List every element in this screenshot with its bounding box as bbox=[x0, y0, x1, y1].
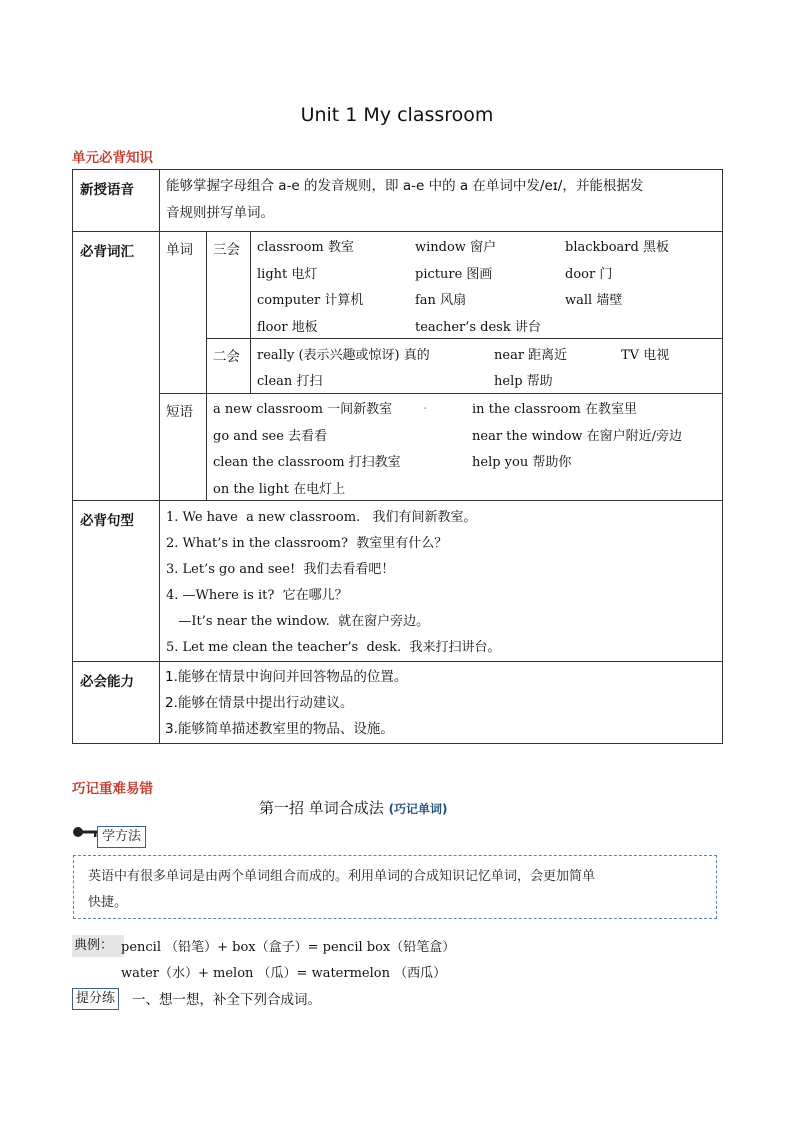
sentences-label: 必背句型 bbox=[73, 501, 160, 662]
example-line-2: water（水）+ melon （瓜）= watermelon （西瓜） bbox=[121, 966, 447, 981]
trick-heading-note: (巧记单词) bbox=[388, 802, 448, 816]
phrase-grid-cell: go and see 去看看 bbox=[213, 428, 328, 444]
three-grid-cell: window 窗户 bbox=[415, 240, 497, 255]
ability-list-item: 2.能够在情景中提出行动建议。 bbox=[165, 695, 354, 711]
sentence-list-item: —It’s near the window. 就在窗户旁边。 bbox=[166, 614, 430, 629]
three-level-label: 三会 bbox=[207, 232, 251, 339]
phrase-grid-cell: . bbox=[423, 398, 428, 413]
sentence-list-item: 3. Let’s go and see! 我们去看看吧！ bbox=[166, 562, 395, 577]
phrases-label: 短语 bbox=[160, 394, 207, 501]
three-level-words bbox=[251, 232, 723, 339]
three-grid-cell: wall 墙壁 bbox=[565, 293, 623, 308]
two-grid-cell: really (表示兴趣或惊讶) 真的 bbox=[257, 348, 430, 363]
phonics-line-2: 音规则拼写单词。 bbox=[166, 205, 274, 221]
ability-list-item: 3.能够简单描述教室里的物品、设施。 bbox=[165, 721, 394, 737]
method-tag: 学方法 bbox=[97, 826, 146, 848]
method-box bbox=[73, 855, 717, 919]
method-line-2: 快捷。 bbox=[88, 895, 128, 910]
two-level-words bbox=[251, 339, 723, 394]
three-grid-cell: light 电灯 bbox=[257, 266, 318, 282]
two-grid-cell: help 帮助 bbox=[494, 374, 553, 389]
three-grid-cell: floor 地板 bbox=[257, 319, 318, 335]
three-grid-cell: teacher’s desk 讲台 bbox=[415, 319, 541, 335]
trick-heading bbox=[259, 797, 448, 818]
sentence-list-item: 5. Let me clean the teacher’s desk. 我来打扫讲台。 bbox=[166, 640, 501, 655]
two-grid-cell: TV 电视 bbox=[621, 348, 670, 363]
practice-tag: 提分练 bbox=[72, 988, 119, 1010]
three-grid-cell: picture 图画 bbox=[415, 266, 493, 282]
vocab-label: 必背词汇 bbox=[73, 232, 160, 501]
three-grid-cell: blackboard 黑板 bbox=[565, 240, 669, 255]
method-line-1: 英语中有很多单词是由两个单词组合而成的。利用单词的合成知识记忆单词，会更加简单 bbox=[88, 869, 596, 884]
knowledge-table bbox=[72, 169, 723, 744]
section-heading-must-know: 单元必背知识 bbox=[72, 150, 153, 166]
phrase-grid-cell: a new classroom 一间新教室 bbox=[213, 402, 393, 417]
abilities-label: 必会能力 bbox=[73, 662, 160, 744]
practice-text: 一、想一想，补全下列合成词。 bbox=[132, 992, 321, 1008]
phrase-grid-cell: near the window 在窗户附近/旁边 bbox=[472, 428, 683, 444]
phrase-grid-cell: clean the classroom 打扫教室 bbox=[213, 455, 401, 470]
sentence-list bbox=[160, 501, 723, 662]
section-heading-tricks: 巧记重难易错 bbox=[72, 781, 153, 797]
three-grid-cell: classroom 教室 bbox=[257, 240, 354, 255]
phonics-label: 新授语音 bbox=[73, 170, 160, 232]
three-grid-cell: door 门 bbox=[565, 266, 613, 282]
three-grid-cell: fan 风扇 bbox=[415, 293, 467, 308]
page-title: Unit 1 My classroom bbox=[300, 104, 494, 126]
trick-heading-text: 第一招 单词合成法 bbox=[259, 799, 384, 817]
words-label: 单词 bbox=[160, 232, 207, 394]
two-grid-cell: near 距离近 bbox=[494, 348, 568, 363]
example-line-1: pencil （铅笔）+ box（盒子）= pencil box（铅笔盒） bbox=[121, 940, 456, 955]
ability-list-item: 1.能够在情景中询问并回答物品的位置。 bbox=[165, 669, 408, 685]
two-level-label: 二会 bbox=[207, 339, 251, 394]
sentence-list-item: 1. We have a new classroom. 我们有间新教室。 bbox=[166, 510, 477, 525]
phonics-line-1: 能够掌握字母组合 a-e 的发音规则，即 a-e 中的 a 在单词中发/eɪ/，并能根据发 bbox=[166, 178, 644, 194]
sentence-list-item: 2. What’s in the classroom? 教室里有什么？ bbox=[166, 536, 448, 551]
three-grid-cell: computer 计算机 bbox=[257, 293, 364, 308]
phrase-grid-cell: on the light 在电灯上 bbox=[213, 481, 346, 497]
ability-list bbox=[160, 662, 723, 744]
phrase-grid-cell: help you 帮助你 bbox=[472, 455, 572, 470]
sentence-list-item: 4. —Where is it? 它在哪儿？ bbox=[166, 588, 348, 603]
phrase-list bbox=[207, 394, 723, 501]
phrase-grid-cell: in the classroom 在教室里 bbox=[472, 402, 637, 417]
phonics-content bbox=[160, 170, 723, 232]
two-grid-cell: clean 打扫 bbox=[257, 374, 323, 389]
example-tag: 典例： bbox=[72, 935, 124, 957]
